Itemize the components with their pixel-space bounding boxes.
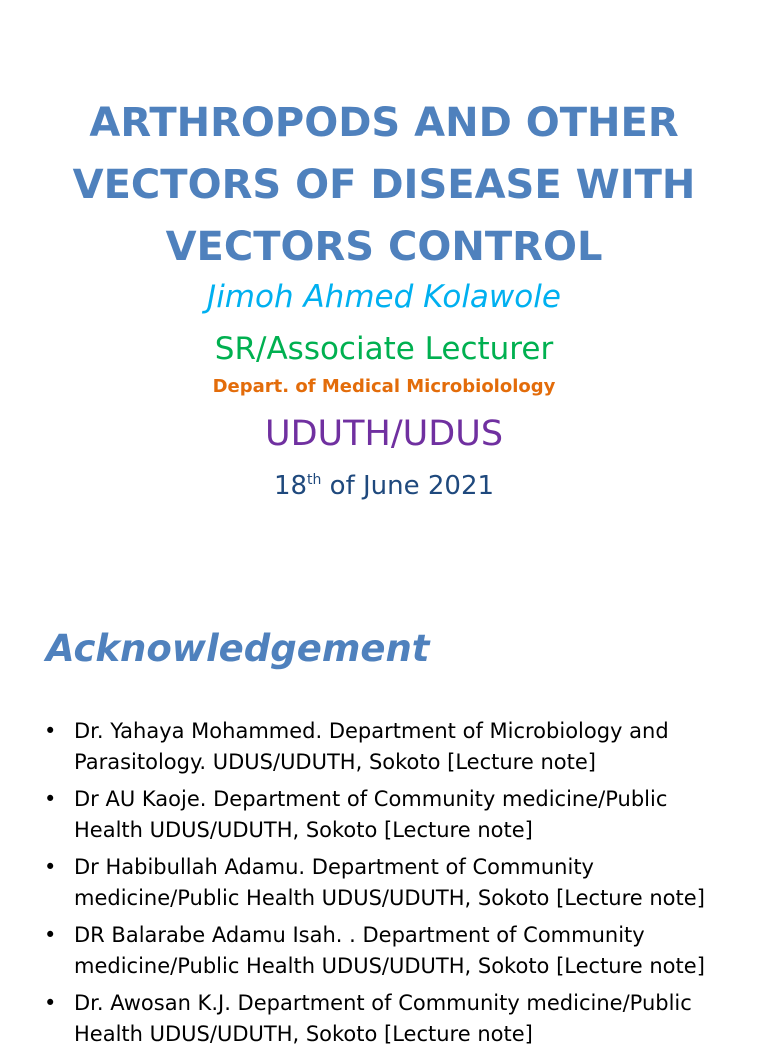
- list-item-text: Dr Habibullah Adamu. Department of Community medicine/Public Health UDUS/UDUTH, Sokoto [Lecture note]: [74, 855, 705, 910]
- list-item: [44, 852, 734, 914]
- list-item-text: Dr. Yahaya Mohammed. Department of Microbiology and Parasitology. UDUS/UDUTH, Sokoto [Lecture note]: [74, 719, 669, 774]
- title-line: VECTORS OF DISEASE WITH: [72, 162, 696, 208]
- bullet-icon: •: [44, 923, 57, 947]
- list-item-text: DR Balarabe Adamu Isah. . Department of Community medicine/Public Health UDUS/UDUTH, Sokoto [Lecture note]: [74, 923, 705, 978]
- bullet-icon: •: [44, 719, 57, 743]
- acknowledgement-list: [44, 716, 734, 1056]
- list-item-text: Dr. Awosan K.J. Department of Community medicine/Public Health UDUS/UDUTH, Sokoto [Lecture note]: [74, 991, 692, 1046]
- list-item-text: Dr AU Kaoje. Department of Community medicine/Public Health UDUS/UDUTH, Sokoto [Lecture note]: [74, 787, 668, 842]
- list-item: [44, 988, 734, 1050]
- date-rest: of June 2021: [321, 471, 495, 501]
- bullet-icon: •: [44, 855, 57, 879]
- institution: UDUTH/UDUS: [264, 414, 504, 454]
- title-line: ARTHROPODS AND OTHER: [89, 100, 679, 146]
- department: Depart. of Medical Microbiolology: [212, 376, 556, 397]
- slide-title: [40, 92, 728, 278]
- list-item: [44, 784, 734, 846]
- acknowledgement-slide: [0, 576, 768, 1046]
- author-name: Jimoh Ahmed Kolawole: [207, 279, 561, 315]
- title-line: VECTORS CONTROL: [165, 224, 603, 270]
- acknowledgement-title: Acknowledgement: [46, 627, 430, 670]
- date-day: 18: [273, 471, 308, 501]
- list-item: [44, 716, 734, 778]
- bullet-icon: •: [44, 991, 57, 1015]
- presentation-date: [0, 463, 768, 503]
- author-role: SR/Associate Lecturer: [214, 331, 554, 367]
- bullet-icon: •: [44, 787, 57, 811]
- date-suffix: th: [307, 472, 322, 488]
- list-item: [44, 920, 734, 982]
